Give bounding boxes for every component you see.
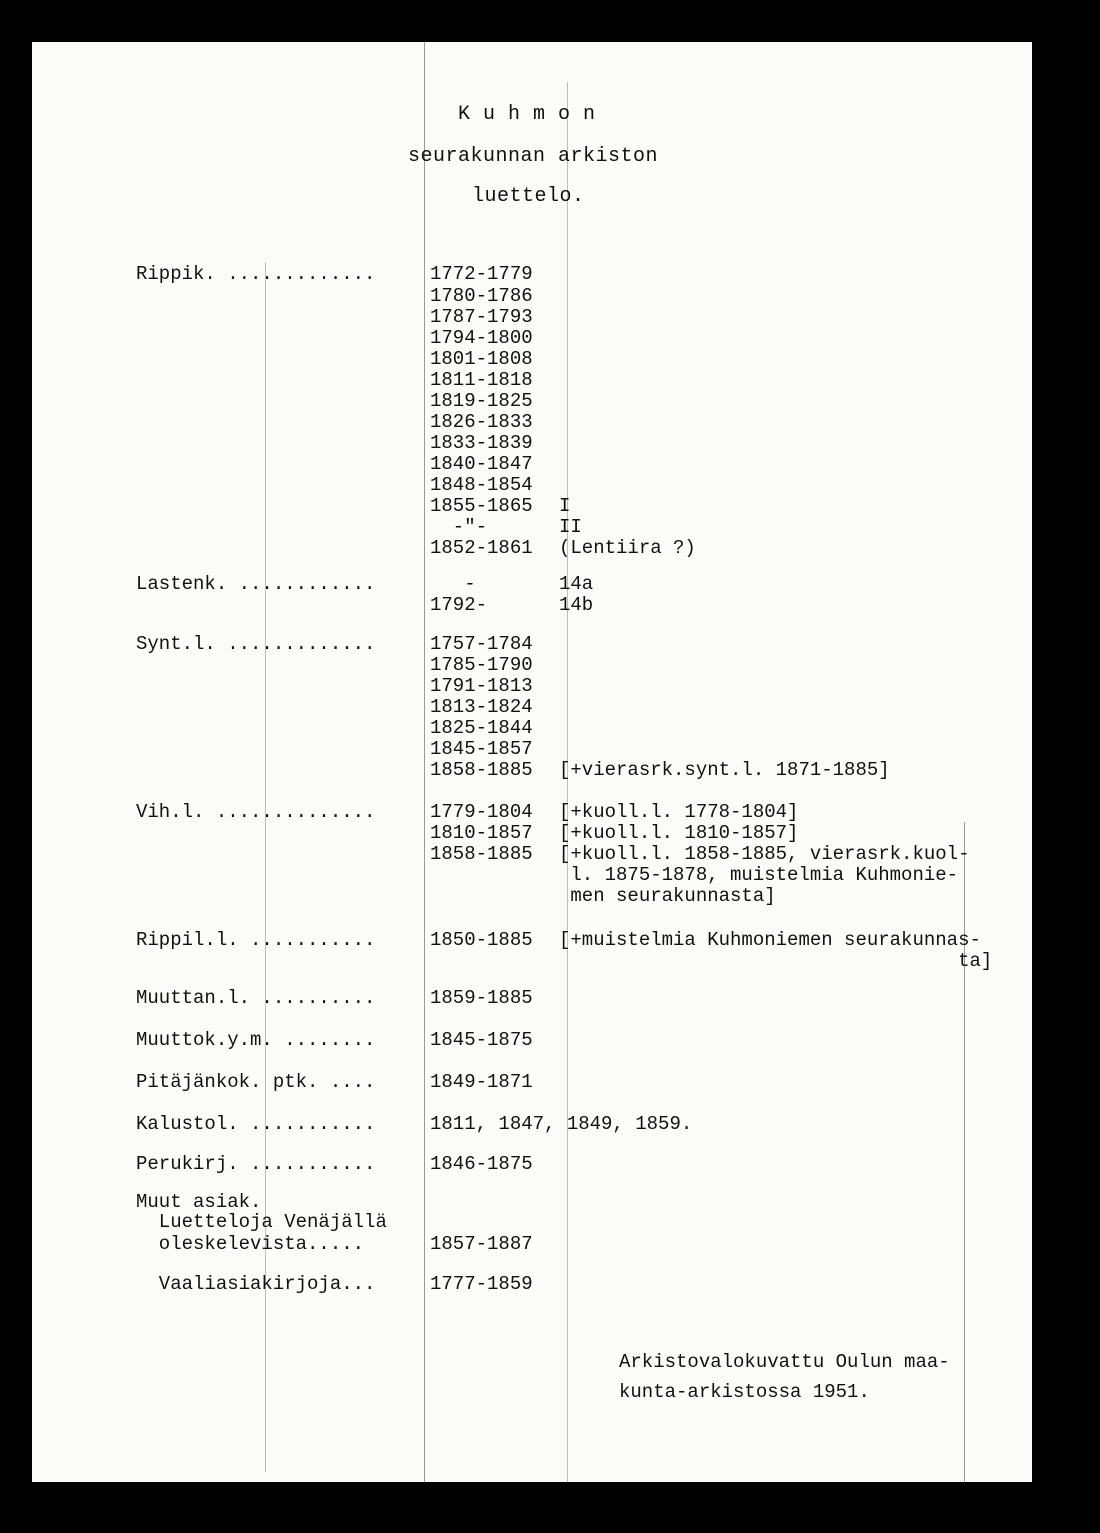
row-years: 1794-1800 bbox=[430, 327, 533, 349]
row-label: Rippik. ............. bbox=[136, 263, 376, 285]
document-subtitle-2: luettelo. bbox=[472, 185, 585, 208]
row-note: (Lentiira ?) bbox=[559, 537, 696, 559]
row-years: 1787-1793 bbox=[430, 306, 533, 328]
row-years: 1858-1885 bbox=[430, 843, 533, 865]
row-years: 1813-1824 bbox=[430, 696, 533, 718]
row-years: 1845-1857 bbox=[430, 738, 533, 760]
document-title: K u h m o n bbox=[458, 103, 596, 126]
row-years: 1833-1839 bbox=[430, 432, 533, 454]
document-subtitle: seurakunnan arkiston bbox=[408, 145, 659, 168]
row-label: Luetteloja Venäjällä bbox=[136, 1211, 387, 1233]
row-note: 14b bbox=[559, 594, 594, 616]
row-label: Muut asiak. bbox=[136, 1191, 262, 1213]
column-rule bbox=[567, 82, 568, 1482]
row-years: 1819-1825 bbox=[430, 390, 533, 412]
row-years: 1852-1861 bbox=[430, 537, 533, 559]
row-note: II bbox=[559, 516, 582, 538]
row-years: 1825-1844 bbox=[430, 717, 533, 739]
row-label: Perukirj. ........... bbox=[136, 1153, 376, 1175]
row-years: - bbox=[430, 573, 476, 595]
row-years: 1810-1857 bbox=[430, 822, 533, 844]
row-years: 1848-1854 bbox=[430, 474, 533, 496]
document-page bbox=[32, 42, 1032, 1482]
row-years: 1840-1847 bbox=[430, 453, 533, 475]
row-years: 1779-1804 bbox=[430, 801, 533, 823]
row-years: 1855-1865 bbox=[430, 495, 533, 517]
column-rule bbox=[964, 822, 965, 1482]
row-note: 14a bbox=[559, 573, 594, 595]
row-label: Vih.l. .............. bbox=[136, 801, 376, 823]
row-note: men seurakunnasta] bbox=[559, 885, 776, 907]
row-years: 1785-1790 bbox=[430, 654, 533, 676]
row-years: 1846-1875 bbox=[430, 1153, 533, 1175]
row-years: 1859-1885 bbox=[430, 987, 533, 1009]
row-label: Kalustol. ........... bbox=[136, 1113, 376, 1135]
row-years: 1826-1833 bbox=[430, 411, 533, 433]
row-years: 1811, 1847, 1849, 1859. bbox=[430, 1113, 693, 1135]
footer-note-line-2: kunta-arkistossa 1951. bbox=[619, 1381, 870, 1403]
row-label: Vaaliasiakirjoja... bbox=[136, 1273, 376, 1295]
row-note: I bbox=[559, 495, 571, 517]
row-note: [+muistelmia Kuhmoniemen seurakunnas- bbox=[559, 929, 981, 951]
row-note: ta] bbox=[559, 950, 993, 972]
row-label: oleskelevista..... bbox=[136, 1233, 365, 1255]
row-years: 1845-1875 bbox=[430, 1029, 533, 1051]
row-years: 1792- bbox=[430, 594, 488, 616]
row-note: [+kuoll.l. 1810-1857] bbox=[559, 822, 799, 844]
footer-note-line-1: Arkistovalokuvattu Oulun maa- bbox=[619, 1351, 950, 1373]
row-label: Synt.l. ............. bbox=[136, 633, 376, 655]
row-label: Pitäjänkok. ptk. .... bbox=[136, 1071, 376, 1093]
row-years: 1780-1786 bbox=[430, 285, 533, 307]
row-years: 1857-1887 bbox=[430, 1233, 533, 1255]
row-label: Muuttan.l. .......... bbox=[136, 987, 376, 1009]
row-note: [+kuoll.l. 1778-1804] bbox=[559, 801, 799, 823]
row-years: 1850-1885 bbox=[430, 929, 533, 951]
film-edge-bottom-left bbox=[425, 1482, 463, 1533]
row-years: 1757-1784 bbox=[430, 633, 533, 655]
row-label: Rippil.l. ........... bbox=[136, 929, 376, 951]
row-label: Muuttok.y.m. ........ bbox=[136, 1029, 376, 1051]
row-note: [+vierasrk.synt.l. 1871-1885] bbox=[559, 759, 890, 781]
row-years: 1791-1813 bbox=[430, 675, 533, 697]
row-note: l. 1875-1878, muistelmia Kuhmonie- bbox=[559, 864, 959, 886]
row-years: 1772-1779 bbox=[430, 263, 533, 285]
row-years: 1777-1859 bbox=[430, 1273, 533, 1295]
row-years: 1801-1808 bbox=[430, 348, 533, 370]
column-rule bbox=[424, 42, 425, 1482]
film-edge-top-left bbox=[425, 0, 463, 42]
row-years: 1858-1885 bbox=[430, 759, 533, 781]
row-label: Lastenk. ............ bbox=[136, 573, 376, 595]
row-years: -"- bbox=[430, 516, 488, 538]
row-years: 1811-1818 bbox=[430, 369, 533, 391]
row-note: [+kuoll.l. 1858-1885, vierasrk.kuol- bbox=[559, 843, 970, 865]
row-years: 1849-1871 bbox=[430, 1071, 533, 1093]
